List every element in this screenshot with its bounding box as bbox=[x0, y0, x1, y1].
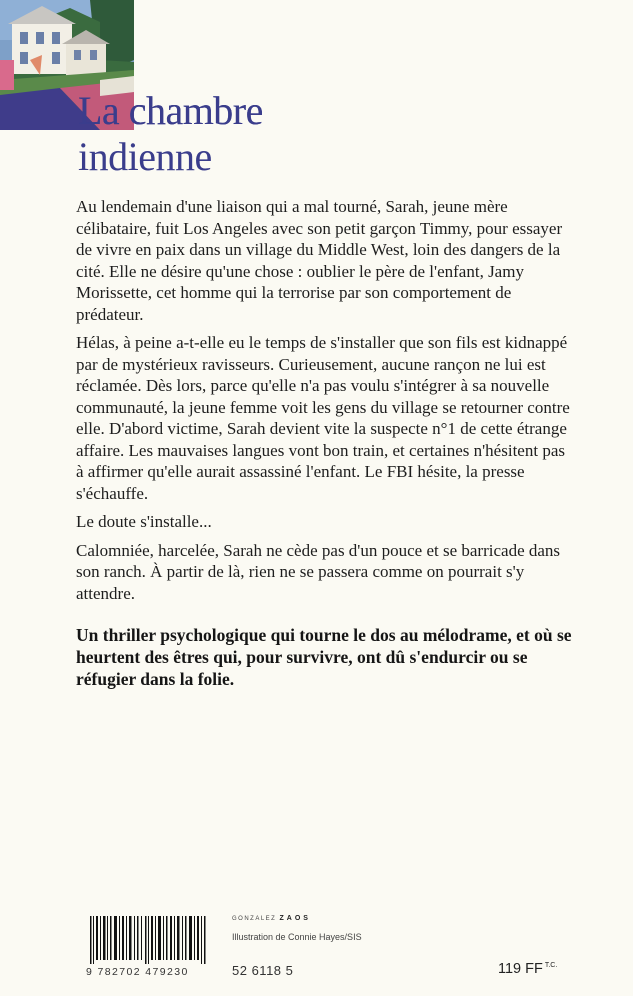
tagline: Un thriller psychologique qui tourne le dos au mélodrame, et où se heurtent des êtres qui, pour survivre, ont dû s'endurcir ou se réfugier dans la folie. bbox=[76, 625, 572, 689]
barcode-graphic bbox=[88, 916, 210, 964]
barcode bbox=[88, 916, 210, 964]
product-code: 52 6118 5 bbox=[232, 963, 294, 978]
publisher-prefix: GONZALEZ bbox=[232, 916, 277, 922]
blurb-paragraph: Hélas, à peine a-t-elle eu le temps de s'installer que son fils est kidnappé par de mystérieux ravisseurs. Curieusement, aucune rançon ne lui est réclamée. Dès lors, parce qu'elle n'a pas voulu s'intégrer à sa nouvelle communauté, la jeune femme voit les gens du village se retourner contre elle. D'abord victime, Sarah devient vite la suspecte n°1 de cette étrange affaire. Les mauvaises langues vont bon train, et certaines n'hésitent pas à affirmer qu'elle aurait assassiné l'enfant. Le FBI hésite, la presse s'échauffe. bbox=[76, 333, 570, 503]
blurb-paragraph: Calomniée, harcelée, Sarah ne cède pas d'un pouce et se barricade dans son ranch. À partir de là, rien ne se passera comme on pourrait s'y attendre. bbox=[76, 540, 561, 603]
title-line-2: indienne bbox=[78, 134, 212, 179]
price-suffix: T.C. bbox=[544, 962, 558, 969]
title-line-1: La chambre bbox=[78, 88, 263, 133]
blurb-paragraph: Au lendemain d'une liaison qui a mal tourné, Sarah, jeune mère célibataire, fuit Los Angeles avec son petit garçon Timmy, pour essayer de vivre en paix dans un village du Middle West, loin des dangers de la cité. Elle ne désire qu'une chose : oublier le père de l'enfant, Jamy Morissette, cet homme qui la terrorise par son comportement de prédateur. bbox=[76, 197, 563, 324]
blurb-paragraph: Le doute s'installe... bbox=[76, 512, 212, 531]
price-amount: 119 FF bbox=[498, 961, 543, 977]
blurb bbox=[76, 196, 576, 611]
isbn-number: 9 782702 479230 bbox=[86, 966, 189, 978]
illustration-credit: Illustration de Connie Hayes/SIS bbox=[232, 932, 362, 942]
price bbox=[498, 961, 557, 977]
publisher-name: ZAOS bbox=[279, 915, 311, 922]
publisher-logo bbox=[232, 915, 311, 922]
book-title bbox=[78, 88, 263, 180]
